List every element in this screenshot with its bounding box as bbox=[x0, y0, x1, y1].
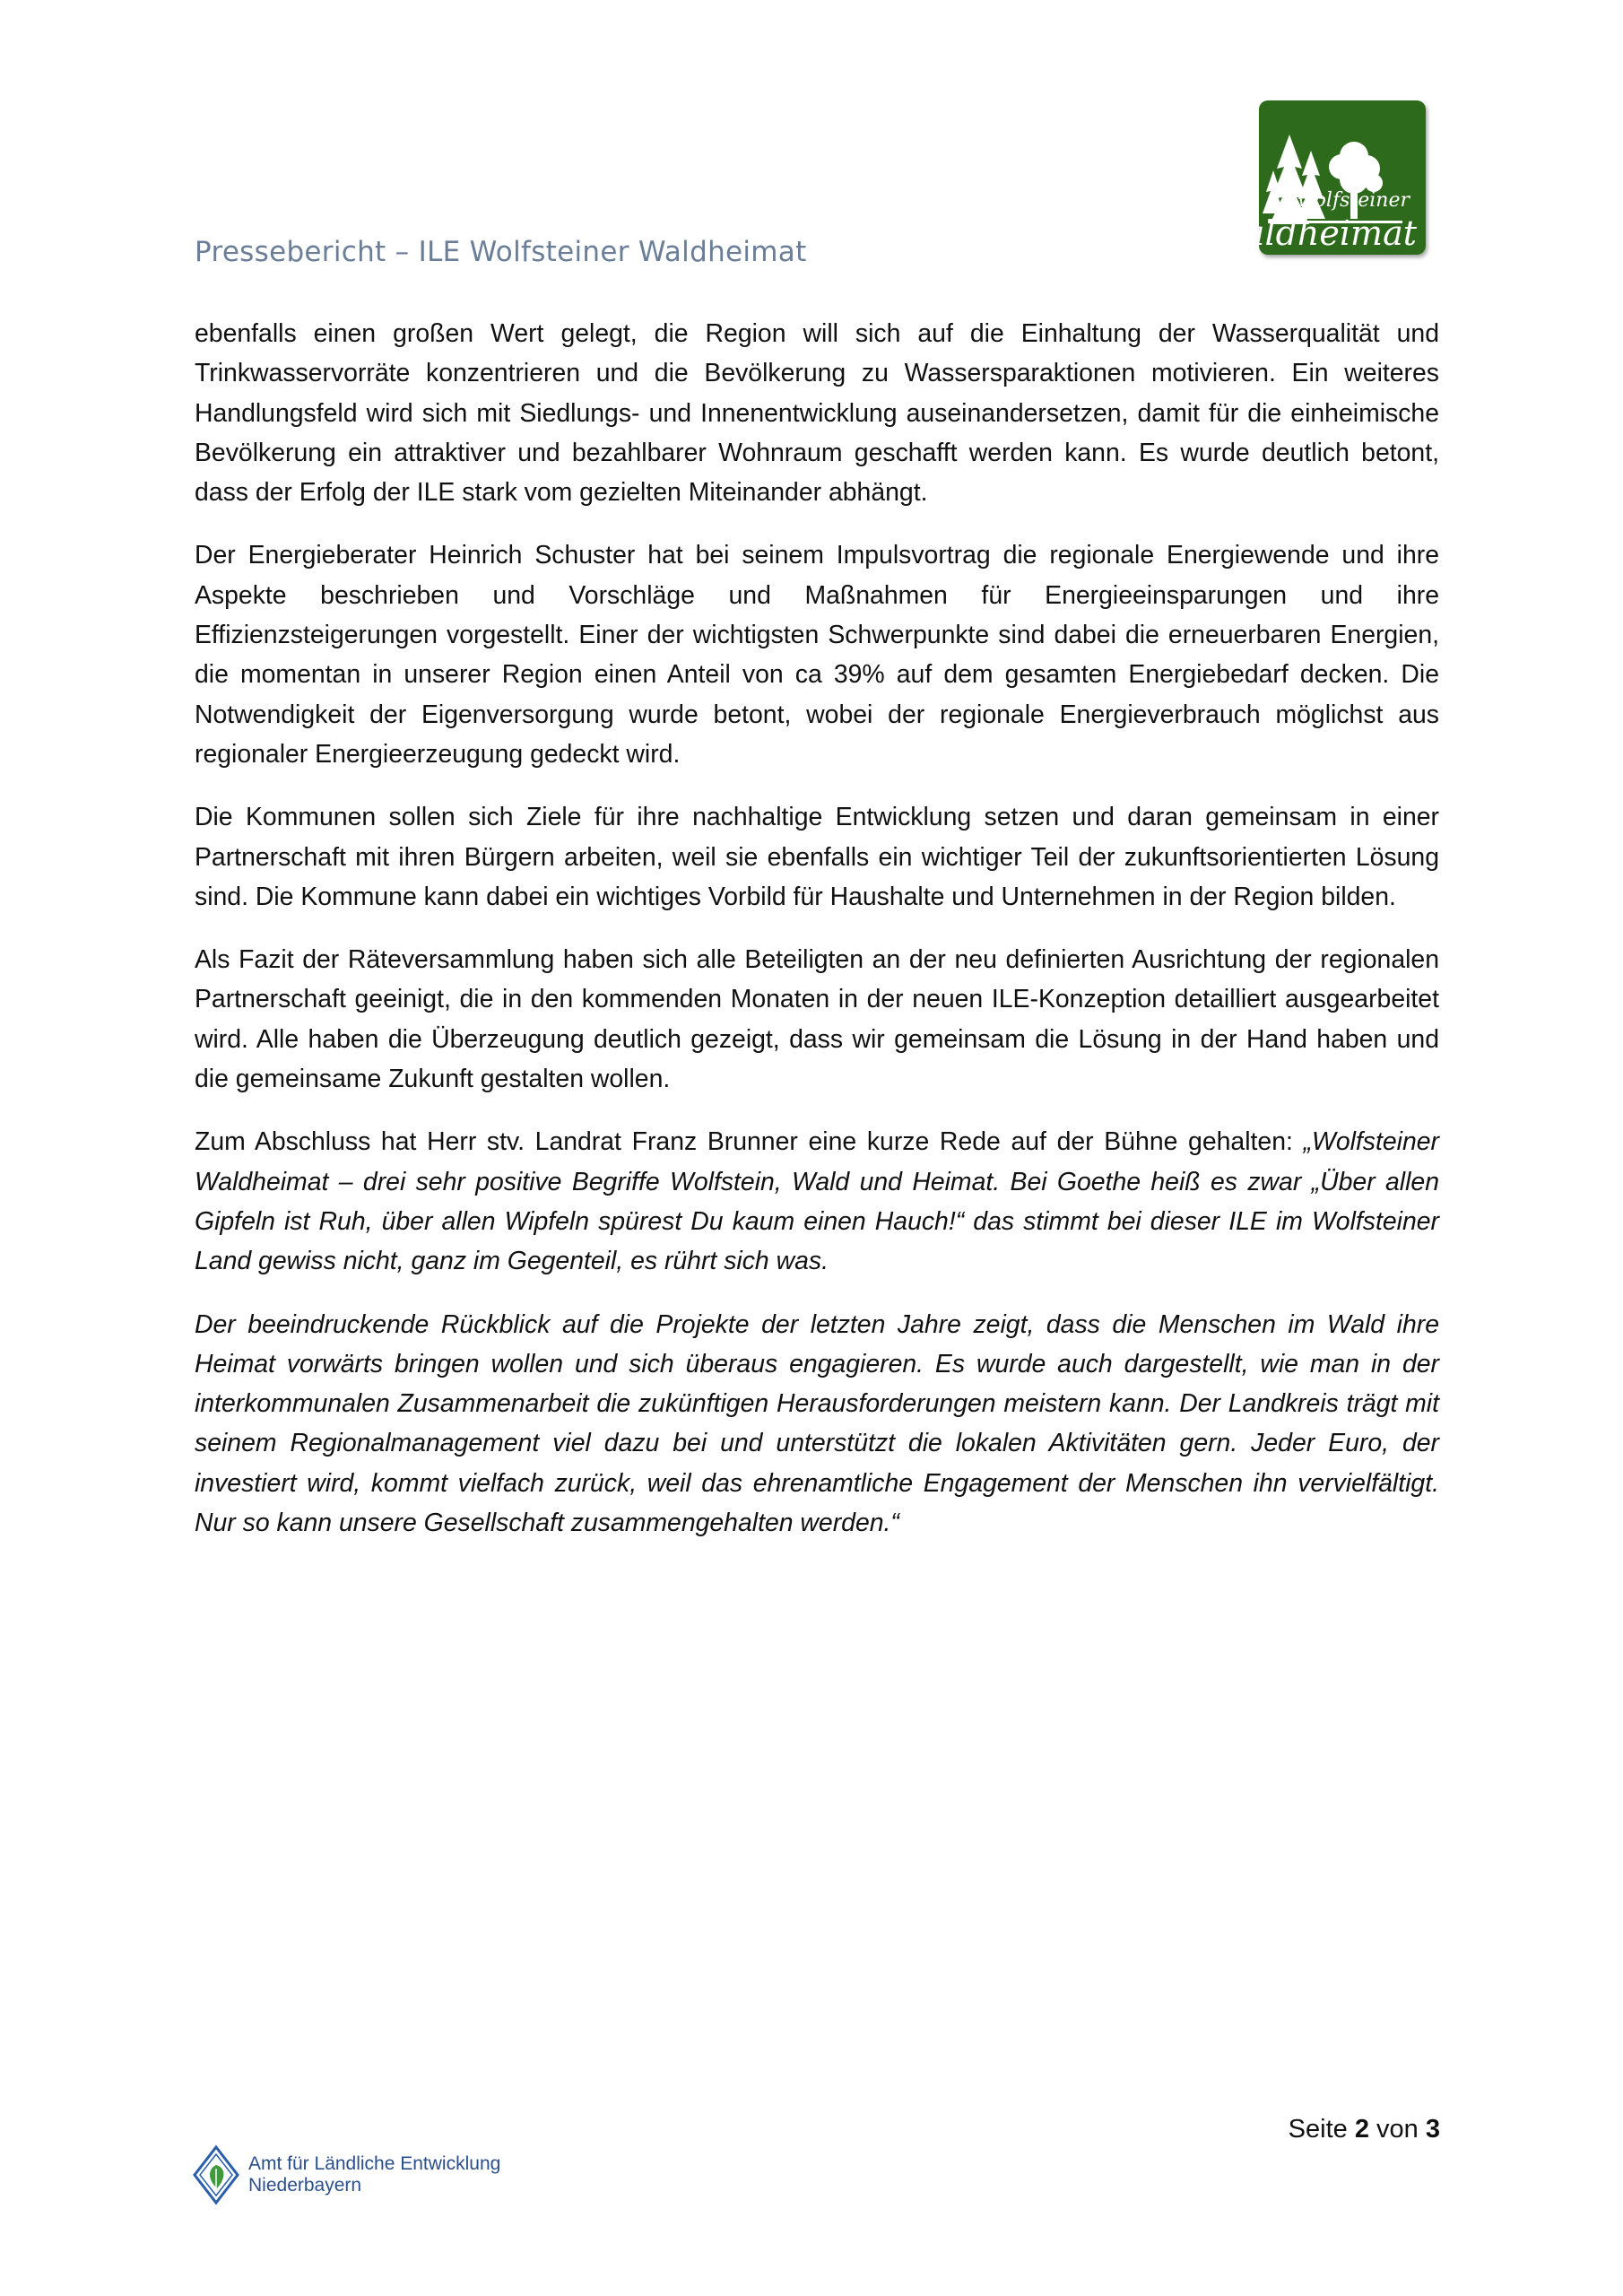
article-body bbox=[195, 314, 1439, 1566]
org-name-line1: Amt für Ländliche Entwicklung bbox=[248, 2153, 501, 2174]
diamond-leaf-icon bbox=[193, 2145, 239, 2205]
logo-graphic bbox=[1215, 99, 1431, 260]
waldheimat-logo bbox=[1215, 99, 1431, 260]
paragraph: Der Energieberater Heinrich Schuster hat bei seinem Impulsvortrag die regionale Energiewende und ihre Aspekte beschrieben und Vorschläge und Maßnahmen für Energieeinsparungen und ihre Effizienzsteigerungen vorgestellt. Einer der wichtigsten Schwerpunkte sind dabei die erneuerbaren Energien, die momentan in unserer Region einen Anteil von ca 39% auf dem gesamten Energiebedarf decken. Die Notwendigkeit der Eigenversorgung wurde betont, wobei der regionale Energieverbrauch möglichst aus regionaler Energieerzeugung gedeckt wird. bbox=[195, 541, 1439, 769]
page-total: 3 bbox=[1425, 2115, 1440, 2144]
quote-text: „Wolfsteiner Waldheimat – drei sehr positive Begriffe Wolfstein, Wald und Heimat. Bei Goethe heiß es zwar „Über allen Gipfeln ist Ruh, über allen Wipfeln spürest Du kaum einen Hauch!“ das stimmt bei dieser ILE im Wolfsteiner Land gewiss nicht, ganz im Gegenteil, es rührt sich was. bbox=[195, 1127, 1440, 1276]
quote-paragraph-continued: Der beeindruckende Rückblick auf die Projekte der letzten Jahre zeigt, dass die Menschen im Wald ihre Heimat vorwärts bringen wollen und sich überaus engagieren. Es wurde auch dargestellt, wie man in der interkommunalen Zusammenarbeit die zukünftigen Herausforderungen meistern kann. Der Landkreis trägt mit seinem Regionalmanagement viel dazu bei und unterstützt die lokalen Aktivitäten gern. Jeder Euro, der investiert wird, kommt vielfach zurück, weil das ehrenamtliche Engagement der Menschen ihn vervielfältigt. Nur so kann unsere Gesellschaft zusammengehalten werden.“ bbox=[195, 1309, 1439, 1538]
ale-footer-logo bbox=[193, 2145, 500, 2205]
svg-text:wolfsteiner: wolfsteiner bbox=[1297, 189, 1410, 212]
paragraph: Als Fazit der Räteversammlung haben sich alle Beteiligten an der neu definierten Ausrichtung der regionalen Partnerschaft geeinigt, die in den kommenden Monaten in der neuen ILE-Konzeption detailliert ausgearbeitet wird. Alle haben die Überzeugung deutlich gezeigt, dass wir gemeinsam die Lösung in der Hand haben und die gemeinsame Zukunft gestalten wollen. bbox=[195, 945, 1439, 1094]
quote-intro: Zum Abschluss hat Herr stv. Landrat Franz Brunner eine kurze Rede auf der Bühne gehalten: bbox=[195, 1127, 1293, 1157]
page-header-title: Pressebericht – ILE Wolfsteiner Waldheimat bbox=[195, 236, 807, 268]
org-name-line2: Niederbayern bbox=[248, 2175, 362, 2196]
paragraph: ebenfalls einen großen Wert gelegt, die Region will sich auf die Einhaltung der Wasserqualität und Trinkwasservorräte konzentrieren und die Bevölkerung zu Wassersparaktionen motivieren. Ein weiteres Handlungsfeld wird sich mit Siedlungs- und Innenentwicklung auseinandersetzen, damit für die einheimische Bevölkerung ein attraktiver und bezahlbarer Wohnraum geschafft werden kann. Es wurde deutlich betont, dass der Erfolg der ILE stark vom gezielten Miteinander abhängt. bbox=[195, 319, 1439, 508]
page-number: Seite 2 von 3 bbox=[1288, 2115, 1440, 2144]
quote-paragraph bbox=[195, 1122, 1439, 1281]
svg-text:waldheimat: waldheimat bbox=[1215, 213, 1417, 253]
paragraph: Die Kommunen sollen sich Ziele für ihre nachhaltige Entwicklung setzen und daran gemeinsam in einer Partnerschaft mit ihren Bürgern arbeiten, weil sie ebenfalls ein wichtiger Teil der zukunftsorientierten Lösung sind. Die Kommune kann dabei ein wichtiges Vorbild für Haushalte und Unternehmen in der Region bilden. bbox=[195, 803, 1439, 911]
page-current: 2 bbox=[1354, 2115, 1369, 2144]
